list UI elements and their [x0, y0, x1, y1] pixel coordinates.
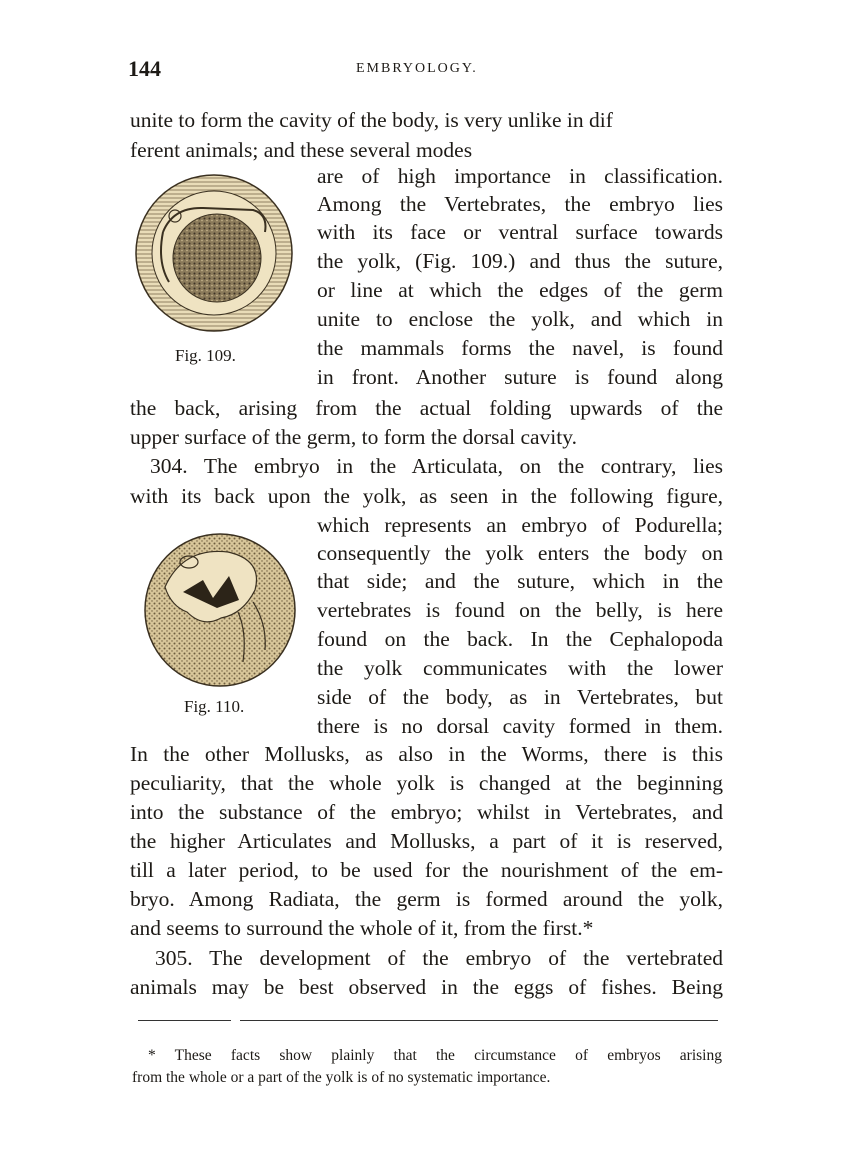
body-line: with its face or ventral surface towards	[317, 220, 723, 244]
figure-109-caption: Fig. 109.	[175, 346, 236, 365]
body-line: or line at which the edges of the germ	[317, 278, 723, 302]
body-line: the yolk communicates with the lower	[317, 656, 723, 680]
body-line: vertebrates is found on the belly, is here	[317, 598, 723, 622]
body-line: the mammals forms the navel, is found	[317, 336, 723, 360]
body-line: Among the Vertebrates, the embryo lies	[317, 192, 723, 216]
body-line: the higher Articulates and Mollusks, a part of it is reserved,	[130, 829, 723, 853]
body-line: the yolk, (Fig. 109.) and thus the suture,	[317, 249, 723, 273]
body-line: ferent animals; and these several modes	[130, 138, 473, 162]
body-line: into the substance of the embryo; whilst in Vertebrates, and	[130, 800, 723, 824]
body-line: that side; and the suture, which in the	[317, 569, 723, 593]
body-line: in front. Another suture is found along	[317, 365, 723, 389]
body-line: unite to form the cavity of the body, is very unlike in dif	[130, 108, 613, 132]
body-line: are of high importance in classification.	[317, 164, 723, 188]
body-line: 304. The embryo in the Articulata, on the contrary, lies	[150, 454, 723, 478]
body-line: animals may be best observed in the eggs of fishes. Being	[130, 975, 723, 999]
body-line: which represents an embryo of Podurella;	[317, 513, 723, 537]
footnote-line: from the whole or a part of the yolk is of no systematic importance.	[132, 1069, 551, 1086]
figure-109-illustration	[133, 172, 295, 334]
body-line: unite to enclose the yolk, and which in	[317, 307, 723, 331]
body-line: till a later period, to be used for the nourishment of the em-	[130, 858, 723, 882]
body-line: consequently the yolk enters the body on	[317, 541, 723, 565]
running-title: EMBRYOLOGY.	[356, 61, 478, 76]
body-line: peculiarity, that the whole yolk is changed at the beginning	[130, 771, 723, 795]
body-line: and seems to surround the whole of it, from the first.*	[130, 916, 594, 940]
body-line: In the other Mollusks, as also in the Worms, there is this	[130, 742, 723, 766]
body-line: 305. The development of the embryo of the vertebrated	[155, 946, 723, 970]
body-line: bryo. Among Radiata, the germ is formed around the yolk,	[130, 887, 723, 911]
body-line: there is no dorsal cavity formed in them.	[317, 714, 723, 738]
body-line: with its back upon the yolk, as seen in the following figure,	[130, 484, 723, 508]
footnote-line: * These facts show plainly that the circumstance of embryos arising	[148, 1047, 722, 1064]
page-number: 144	[128, 56, 161, 81]
figure-110-caption: Fig. 110.	[184, 697, 245, 716]
body-line: found on the back. In the Cephalopoda	[317, 627, 723, 651]
body-line: side of the body, as in Vertebrates, but	[317, 685, 723, 709]
figure-110-illustration	[143, 532, 297, 688]
footnote-rule-short	[138, 1020, 231, 1021]
footnote-rule-long	[240, 1020, 718, 1021]
body-line: upper surface of the germ, to form the dorsal cavity.	[130, 425, 577, 449]
body-line: the back, arising from the actual folding upwards of the	[130, 396, 723, 420]
